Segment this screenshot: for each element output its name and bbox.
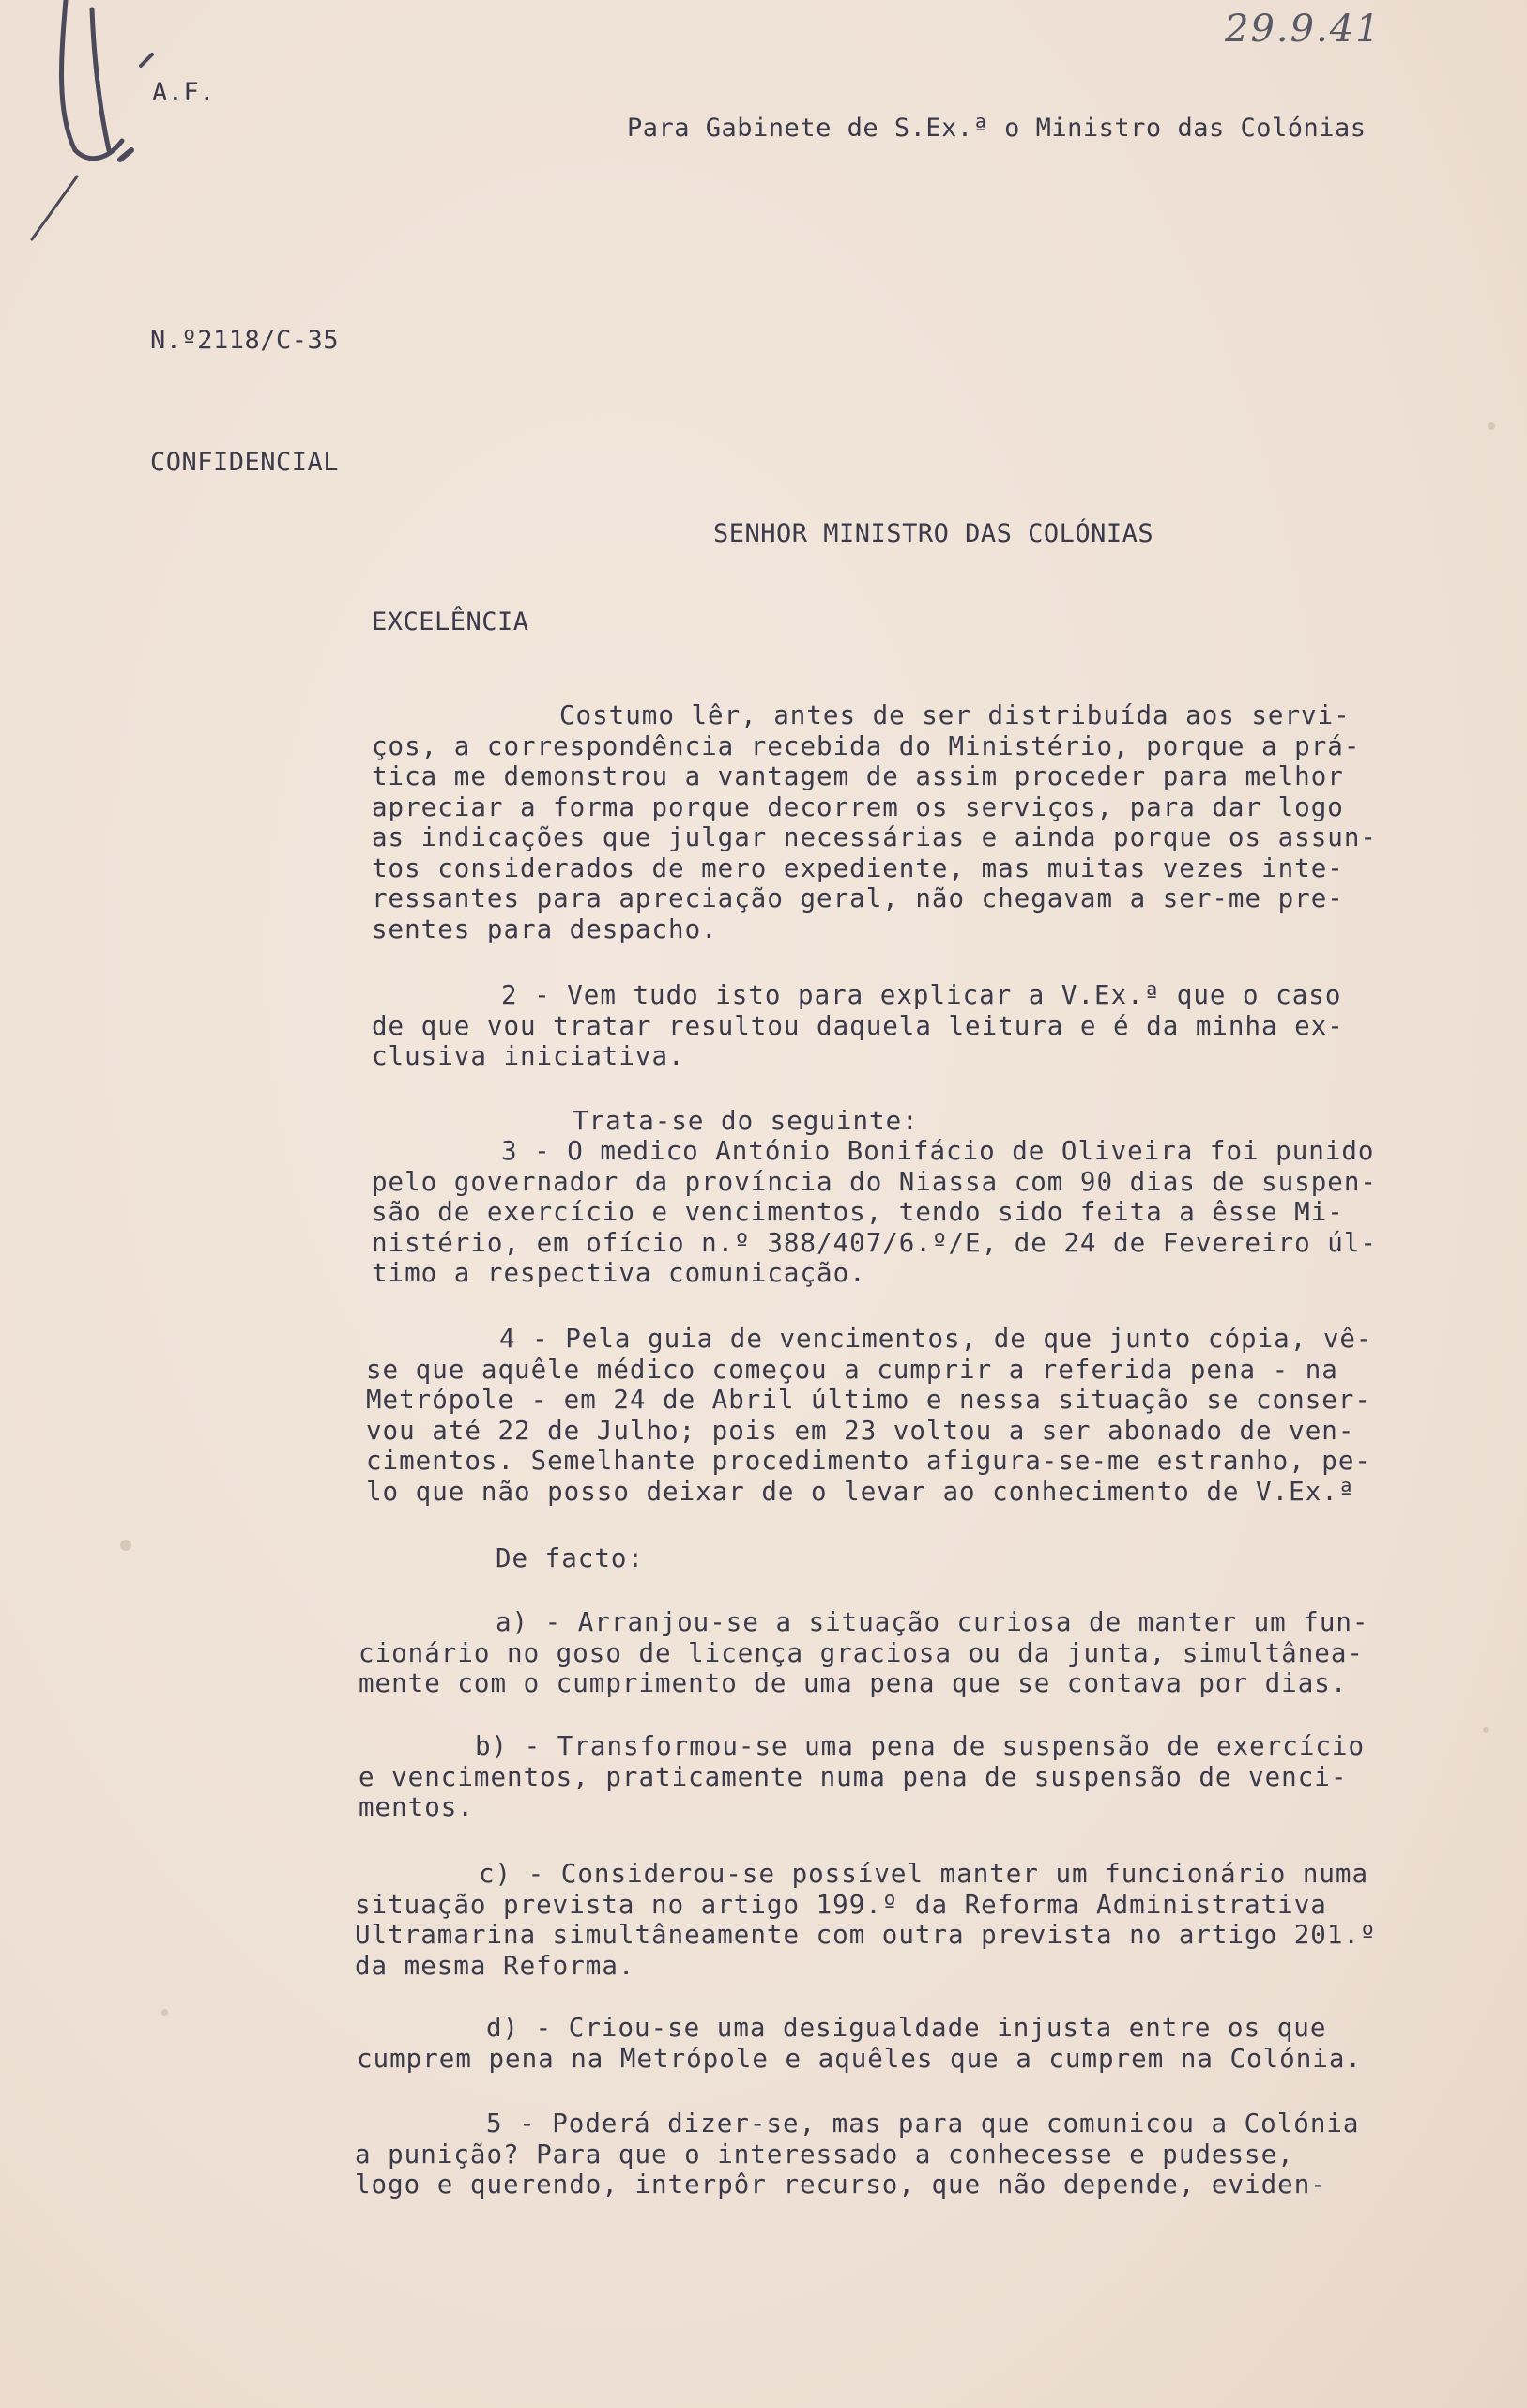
item-b [359,1731,1365,1823]
handwritten-mark-icon [19,0,169,253]
text-line: as indicações que julgar necessárias e ainda porque os assun- [372,822,1377,852]
paragraph-3 [372,1136,1377,1289]
item-a [359,1607,1369,1699]
item-c [355,1859,1377,1981]
text-line: mentos. [359,1792,474,1822]
text-line: situação prevista no artigo 199.º da Reforma Administrativa [355,1889,1327,1920]
text-line: são de exercício e vencimentos, tendo sido feita a êsse Mi- [372,1197,1344,1227]
text-line: tos considerados de mero expediente, mas muitas vezes inte- [372,852,1344,883]
text-line: 5 - Poderá dizer-se, mas para que comunicou a Colónia [486,2109,1360,2139]
text-line: Metrópole - em 24 de Abril último e nessa situação se conser- [366,1385,1371,1415]
text-line: pelo governador da província do Niassa com 90 dias de suspen- [372,1166,1377,1197]
text-line: a) - Arranjou-se a situação curiosa de manter um fun- [496,1607,1369,1637]
destination-line: Para Gabinete de S.Ex.ª o Ministro das Colónias [627,114,1367,143]
paragraph-5 [355,2109,1360,2201]
text-line: sentes para despacho. [372,913,718,944]
paper-speck [1483,1727,1489,1733]
text-line: da mesma Reforma. [355,1950,635,1981]
paper-speck [161,2009,168,2016]
reference-number: N.º2118/C-35 [150,326,340,355]
text-line: e vencimentos, praticamente numa pena de suspensão de venci- [359,1761,1348,1792]
text-line: cumprem pena na Metrópole e aquêles que a cumprem na Colónia. [357,2043,1362,2074]
text-line: apreciar a forma porque decorrem os serviços, para dar logo [372,791,1344,822]
text-line: cionário no goso de licença graciosa ou da junta, simultânea- [359,1637,1364,1668]
text-line: mente com o cumprimento de uma pena que se contava por dias. [359,1668,1348,1698]
text-line: Ultramarina simultâneamente com outra prevista no artigo 201.º [355,1920,1377,1950]
text-line: nistério, em ofício n.º 388/407/6.º/E, de 24 de Fevereiro úl- [372,1227,1377,1258]
text-line: de que vou tratar resultou daquela leitura e é da minha ex- [372,1010,1344,1041]
text-line: 4 - Pela guia de vencimentos, de que junto cópia, vê- [499,1324,1373,1354]
paper-speck [1488,422,1495,430]
text-line: b) - Transformou-se uma pena de suspensão de exercício [475,1731,1366,1761]
paper-speck [120,1540,131,1551]
de-facto-label: De facto: [496,1543,645,1573]
text-line: ços, a correspondência recebida do Ministério, porque a prá- [372,730,1361,761]
paragraph-4 [366,1324,1373,1507]
paragraph-2 [372,980,1344,1072]
text-line: logo e querendo, interpôr recurso, que não depende, eviden- [355,2170,1327,2200]
text-line: timo a respectiva comunicação. [372,1258,866,1288]
classification-label: CONFIDENCIAL [150,448,340,477]
salutation: EXCELÊNCIA [372,607,529,637]
addressee-heading: SENHOR MINISTRO DAS COLÓNIAS [713,519,1154,548]
text-line: vou até 22 de Julho; pois em 23 voltou a ser abonado de ven- [366,1415,1355,1446]
text-line: 2 - Vem tudo isto para explicar a V.Ex.ª que o caso [501,980,1342,1010]
text-line: c) - Considerou-se possível manter um funcionário numa [479,1859,1369,1889]
text-line: tica me demonstrou a vantagem de assim proceder para melhor [372,761,1344,791]
handwritten-date: 29.9.41 [1225,8,1382,51]
text-line: clusiva iniciativa. [372,1041,685,1071]
text-line: lo que não posso deixar de o levar ao conhecimento de V.Ex.ª [366,1476,1355,1507]
handwritten-initials: A.F. [152,78,216,107]
text-line: a punição? Para que o interessado a conhecesse e pudesse, [355,2139,1294,2170]
text-line: ressantes para apreciação geral, não chegavam a ser-me pre- [372,883,1344,913]
item-d [357,2013,1362,2074]
paragraph-3-intro: Trata-se do seguinte: [573,1106,919,1136]
text-line: 3 - O medico António Bonifácio de Oliveira foi punido [501,1136,1375,1166]
paragraph-1 [372,700,1377,944]
text-line: d) - Criou-se uma desigualdade injusta entre os que [486,2013,1327,2043]
text-line: cimentos. Semelhante procedimento afigura-se-me estranho, pe- [366,1446,1371,1476]
text-line: se que aquêle médico começou a cumprir a referida pena - na [366,1354,1338,1385]
text-line: Costumo lêr, antes de ser distribuída aos servi- [559,700,1351,730]
